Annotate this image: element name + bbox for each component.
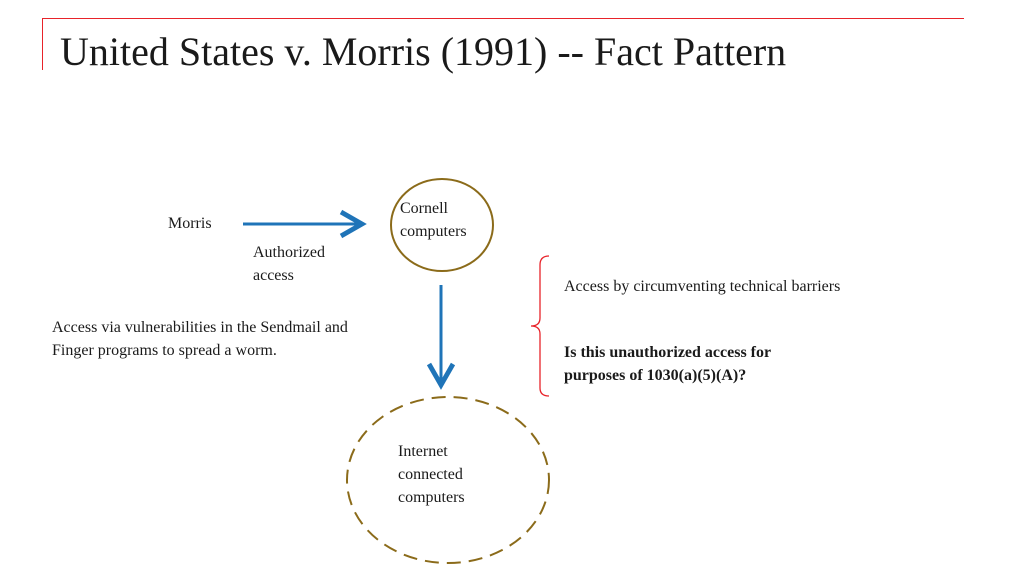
node-label-line: Cornell [400,200,448,217]
circumventing-note: Access by circumventing technical barriers [564,278,841,295]
actor-morris: Morris [168,215,212,232]
note-line: Finger programs to spread a worm. [52,342,277,359]
slide-title: United States v. Morris (1991) -- Fact Pattern [60,29,787,74]
question-line: purposes of 1030(a)(5)(A)? [564,367,747,384]
node-label-line: computers [398,489,465,506]
vulnerabilities-note [52,316,348,362]
node-label-line: computers [400,223,467,240]
question-line: Is this unauthorized access for [564,344,772,361]
node-label-line: connected [398,466,463,483]
node-label-line: Internet [398,443,448,460]
edge-label-authorized-access [253,241,325,287]
legal-question [564,341,771,387]
cornell-computers-label [400,197,467,243]
curly-bracket [531,256,549,396]
internet-connected-computers-label [398,440,465,509]
edge-label-line: Authorized [253,244,325,261]
note-line: Access via vulnerabilities in the Sendmail and [52,319,348,336]
edge-label-line: access [253,267,294,284]
